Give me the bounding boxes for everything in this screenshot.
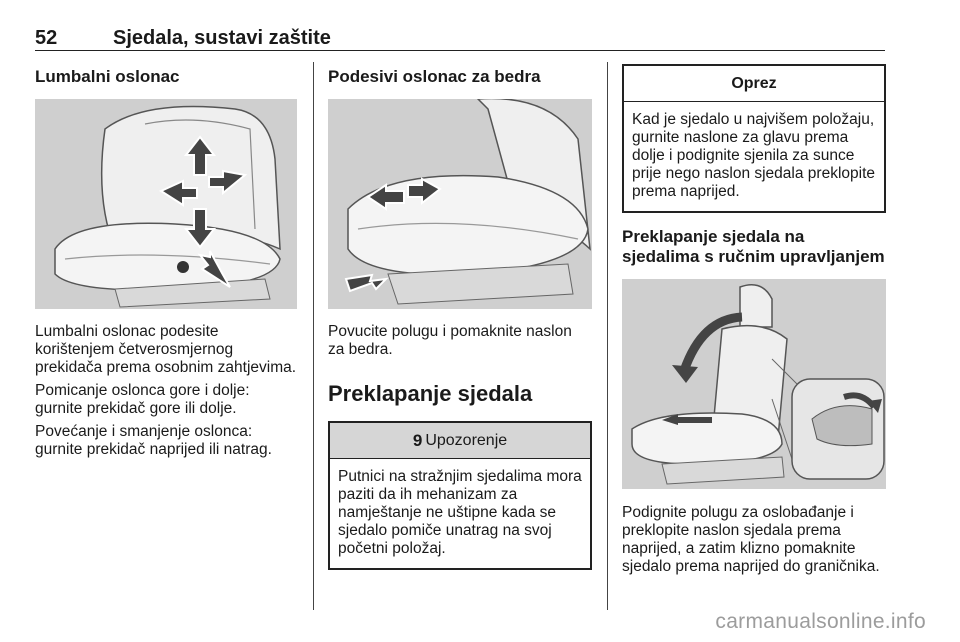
column-divider-1 <box>313 62 314 610</box>
section-heading-thigh: Podesivi oslonac za bedra <box>328 67 541 86</box>
thigh-paragraph-1: Povucite polugu i pomaknite naslon za bedra. <box>328 323 572 358</box>
lumbar-support-illustration <box>35 99 297 309</box>
warning-text: Putnici na stražnjim sjedalima mora paziti da ih mehanizam za namještanje ne uštipne kada se sjedalo pomiče unatrag na svoj početni položaj. <box>338 468 582 557</box>
column-caution <box>622 62 886 576</box>
manual-folding-paragraph: Podignite polugu za oslobađanje i preklopite naslon sjedala prema naprijed, a zatim klizno pomaknite sjedalo prema naprijed do graničnika. <box>622 504 880 575</box>
watermark: carmanualsonline.info <box>715 610 926 633</box>
section-heading-lumbar: Lumbalni oslonac <box>35 67 180 86</box>
section-heading-manual-folding: Preklapanje sjedala na sjedalima s ručnim upravljanjem <box>622 227 885 266</box>
thigh-support-illustration <box>328 99 592 309</box>
warning-icon: 9 <box>412 430 423 450</box>
caution-text: Kad je sjedalo u najvišem položaju, gurnite naslone za glavu prema dolje i podignite sjenila za sunce prije nego naslon sjedala preklopite prema naprijed. <box>632 111 875 200</box>
warning-title: Upozorenje <box>425 431 508 449</box>
page-number: 52 <box>35 27 58 49</box>
column-thigh-support <box>328 62 592 570</box>
running-title: Sjedala, sustavi zaštite <box>113 27 331 49</box>
lumbar-paragraph-1: Lumbalni oslonac podesite korištenjem četverosmjernog prekidača prema osobnim zahtjevima. <box>35 323 297 376</box>
warning-box <box>328 421 592 570</box>
lumbar-paragraph-3: Povećanje i smanjenje oslonca: gurnite prekidač naprijed ili natrag. <box>35 423 272 458</box>
caution-box <box>622 64 886 213</box>
manual-folding-illustration <box>622 279 886 489</box>
column-divider-2 <box>607 62 608 610</box>
warning-header <box>330 423 590 459</box>
page-header <box>35 27 885 51</box>
column-lumbar <box>35 62 297 459</box>
caution-title: Oprez <box>624 66 884 102</box>
section-heading-folding: Preklapanje sjedala <box>328 381 533 406</box>
lumbar-paragraph-2: Pomicanje oslonca gore i dolje: gurnite prekidač gore ili dolje. <box>35 382 250 417</box>
